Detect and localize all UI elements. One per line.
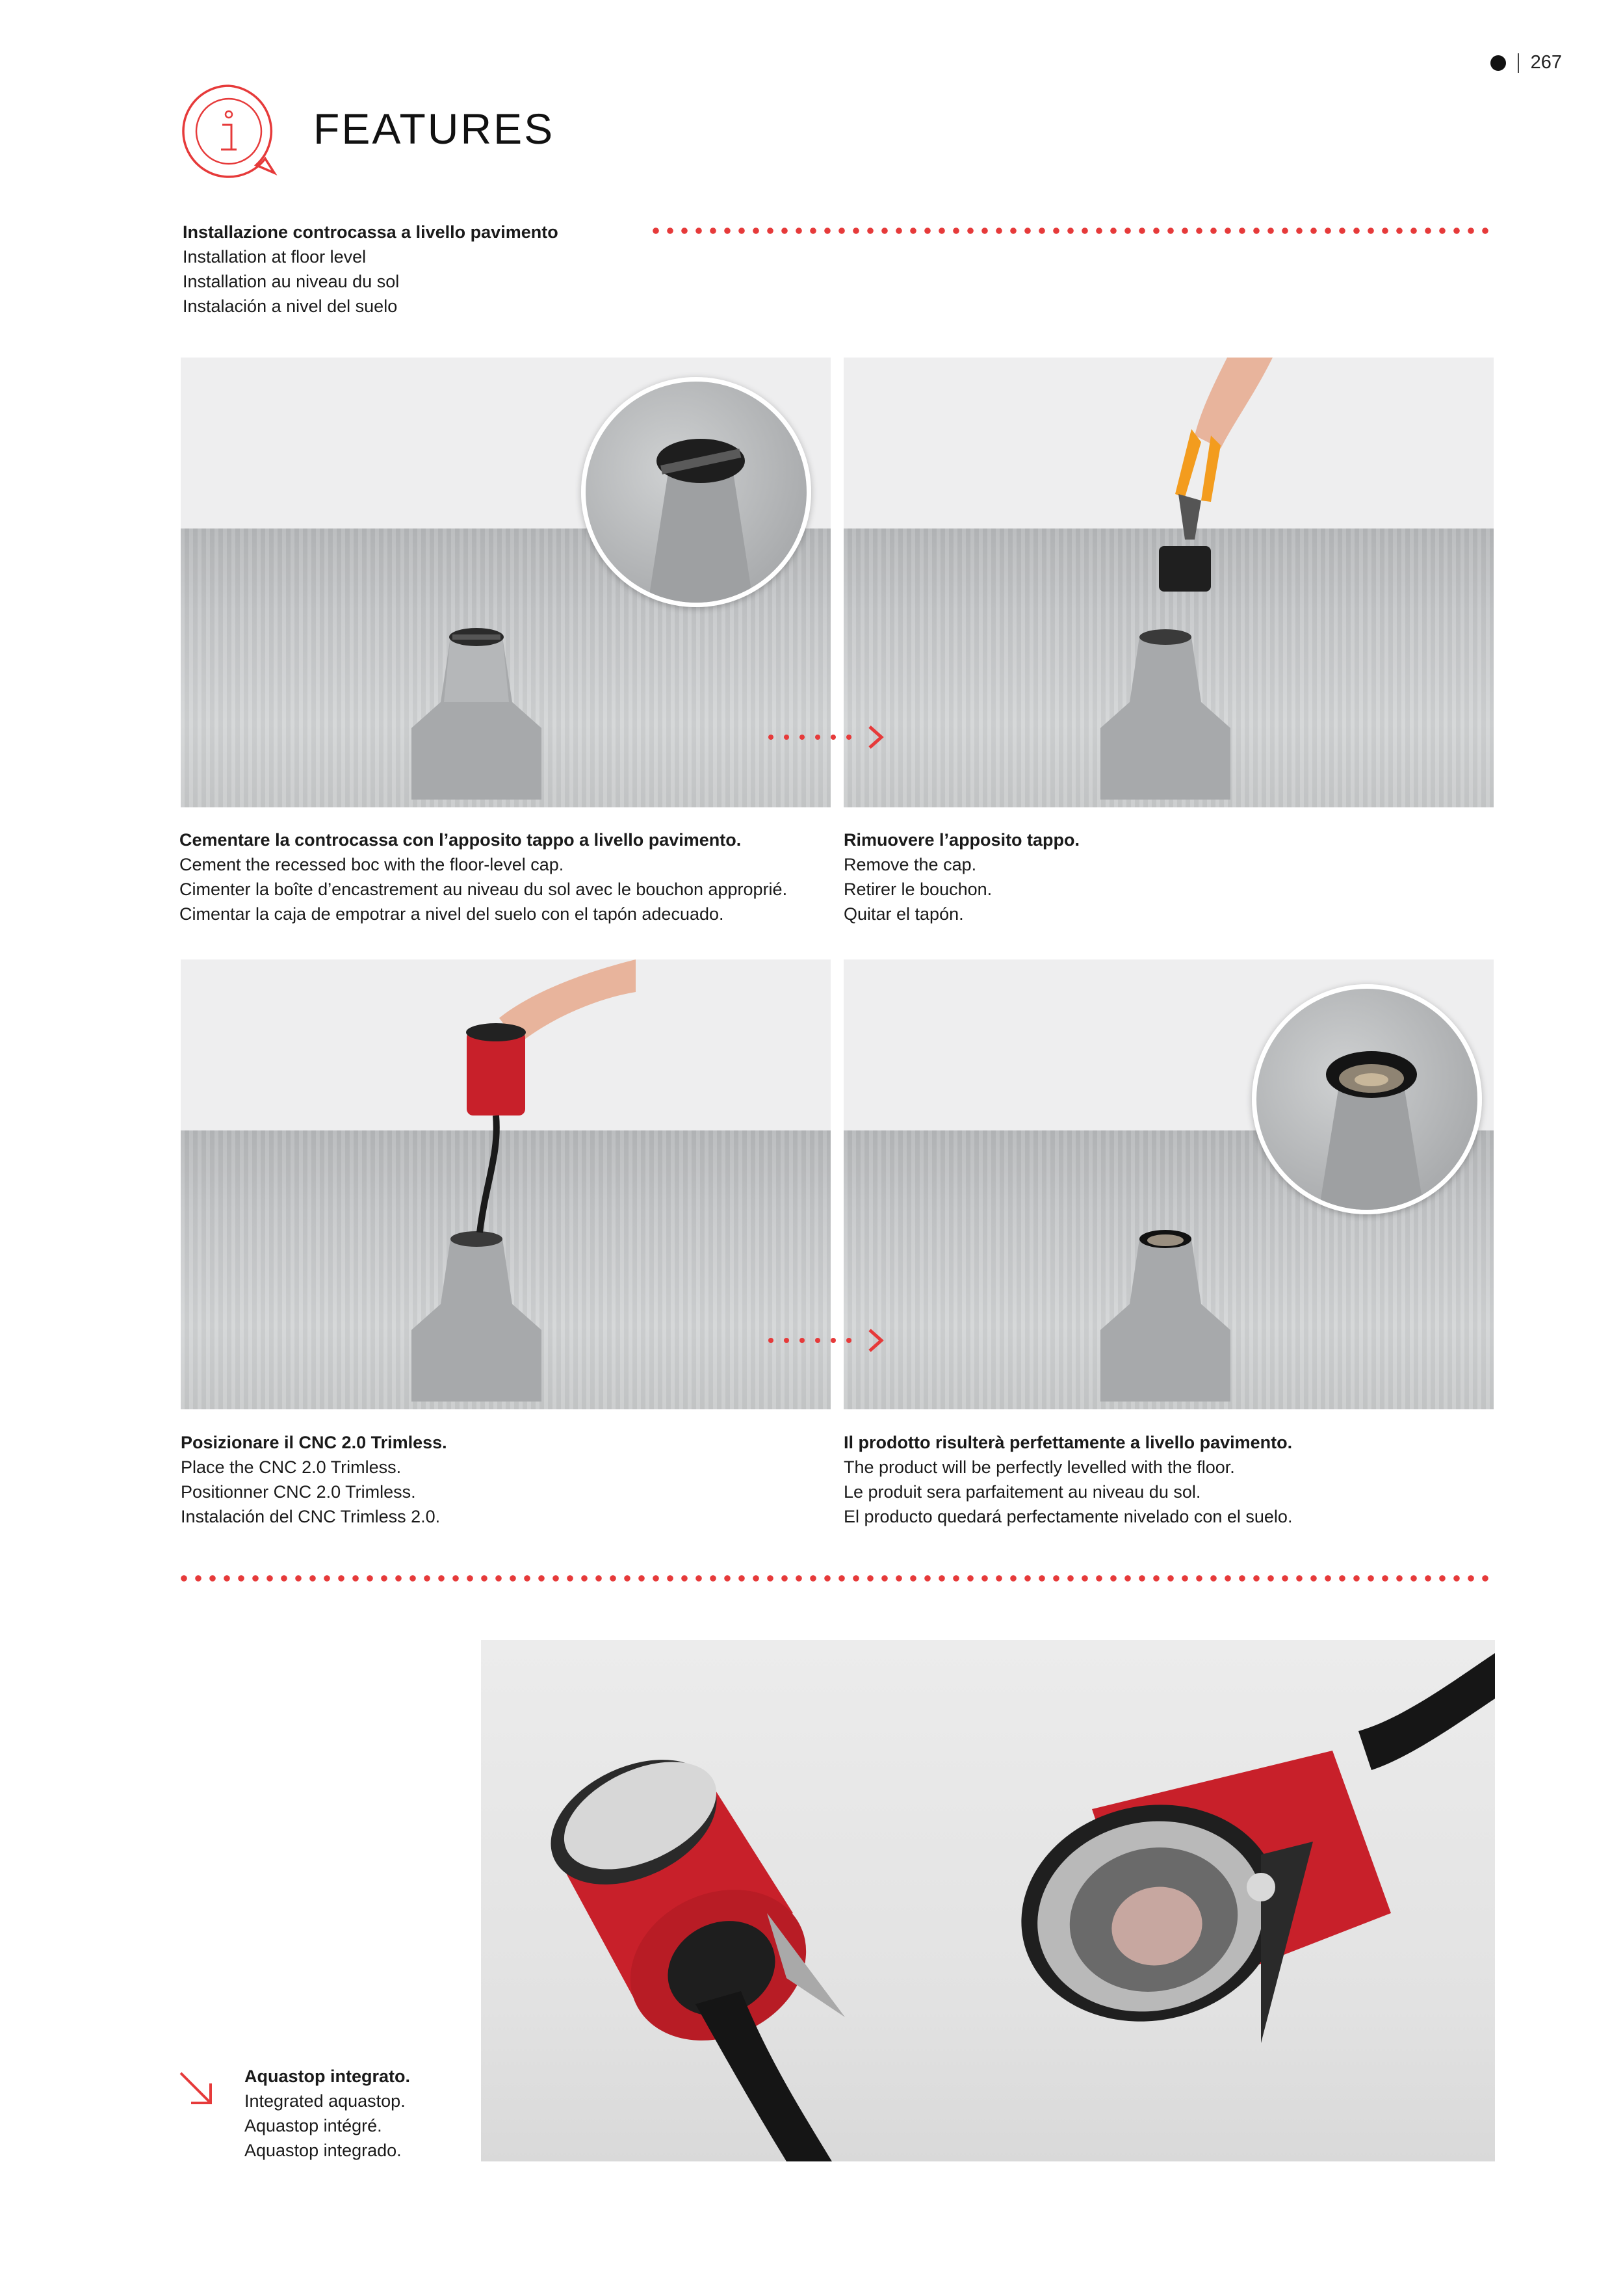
dotted-separator	[177, 1575, 1496, 1582]
step-1-line-en: Cement the recessed boc with the floor-level cap.	[179, 855, 564, 874]
step-2-line-en: Remove the cap.	[844, 855, 977, 874]
page-title: FEATURES	[313, 105, 555, 153]
luminaire-front-view	[1001, 1653, 1495, 2045]
step-3-line-fr: Positionner CNC 2.0 Trimless.	[181, 1482, 416, 1502]
info-speech-bubble-icon	[179, 82, 278, 181]
step-3-caption	[181, 1430, 447, 1529]
bullet-dot-icon	[1490, 55, 1506, 71]
step-1-photo	[181, 358, 831, 807]
intro-line-fr: Installation au niveau du sol	[183, 272, 400, 291]
step-3-photo	[181, 959, 831, 1409]
step-4-line-fr: Le produit sera parfaitement au niveau du sol.	[844, 1482, 1201, 1502]
intro-line-en: Installation at floor level	[183, 247, 367, 267]
step-2-caption	[844, 828, 1080, 926]
step-3-line-it: Posizionare il CNC 2.0 Trimless.	[181, 1433, 447, 1452]
page-number: 267	[1530, 52, 1562, 73]
hand-placing-luminaire	[441, 959, 636, 1246]
step-4-line-es: El producto quedará perfectamente nivelado con el suelo.	[844, 1507, 1293, 1526]
luminaire-rear-view	[531, 1735, 845, 2161]
recessed-box-with-cap	[402, 605, 551, 800]
dotted-separator	[649, 228, 1494, 234]
cap-detail-zoom	[581, 377, 811, 607]
aquastop-line-en: Integrated aquastop.	[244, 2091, 406, 2111]
step-2-line-fr: Retirer le bouchon.	[844, 880, 993, 899]
step-1-caption	[179, 828, 787, 926]
recessed-box-with-luminaire	[1091, 1207, 1240, 1402]
intro-caption	[183, 220, 558, 319]
step-3-line-en: Place the CNC 2.0 Trimless.	[181, 1457, 402, 1477]
aquastop-line-es: Aquastop integrado.	[244, 2141, 402, 2160]
step-4-line-en: The product will be perfectly levelled with the floor.	[844, 1457, 1235, 1477]
page-number-area	[1490, 52, 1562, 73]
intro-line-it: Installazione controcassa a livello pavimento	[183, 222, 558, 242]
hand-with-pliers	[1130, 358, 1286, 605]
step-4-photo	[844, 959, 1494, 1409]
step-4-caption	[844, 1430, 1292, 1529]
recessed-box-open	[1091, 605, 1240, 800]
step-2-photo	[844, 358, 1494, 807]
step-3-line-es: Instalación del CNC Trimless 2.0.	[181, 1507, 441, 1526]
step-2-line-es: Quitar el tapón.	[844, 904, 964, 924]
aquastop-line-it: Aquastop integrato.	[244, 2067, 410, 2086]
step-1-line-fr: Cimenter la boîte d’encastrement au niveau du sol avec le bouchon approprié.	[179, 880, 788, 899]
divider	[1518, 53, 1519, 73]
aquastop-product-photo	[481, 1640, 1495, 2161]
aquastop-caption	[244, 2064, 410, 2163]
step-1-line-it: Cementare la controcassa con l’apposito tappo a livello pavimento.	[179, 830, 742, 850]
step-4-line-it: Il prodotto risulterà perfettamente a livello pavimento.	[844, 1433, 1293, 1452]
step-1-line-es: Cimentar la caja de empotrar a nivel del suelo con el tapón adecuado.	[179, 904, 724, 924]
luminaire-detail-zoom	[1252, 984, 1482, 1214]
intro-line-es: Instalación a nivel del suelo	[183, 296, 398, 316]
next-step-arrow-icon	[767, 723, 890, 751]
aquastop-line-fr: Aquastop intégré.	[244, 2116, 382, 2135]
next-step-arrow-icon	[767, 1326, 890, 1355]
step-2-line-it: Rimuovere l’apposito tappo.	[844, 830, 1080, 850]
arrow-down-right-icon	[177, 2069, 216, 2108]
